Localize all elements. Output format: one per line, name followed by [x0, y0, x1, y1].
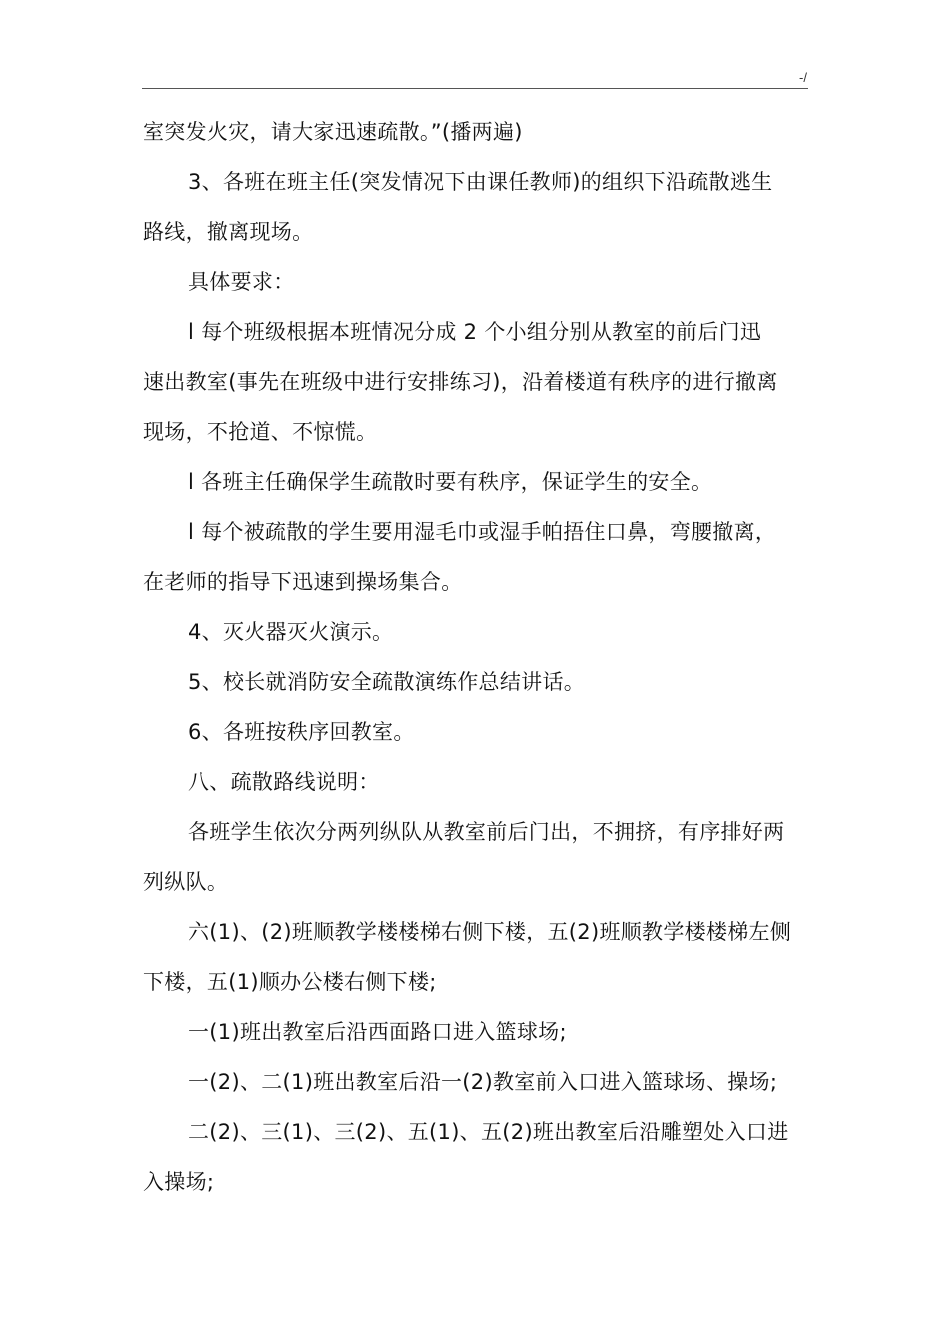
paragraph: [143, 157, 809, 257]
paragraph: [143, 707, 809, 757]
paragraph: [143, 1057, 809, 1107]
paragraph: [143, 1107, 809, 1207]
text-line: 4、灭火器灭火演示。: [188, 620, 394, 644]
paragraph: [143, 307, 809, 457]
text-line: l 每个班级根据本班情况分成 2 个小组分别从教室的前后门迅: [188, 320, 762, 344]
paragraph: [143, 657, 809, 707]
paragraph: [143, 257, 809, 307]
text-line: 各班学生依次分两列纵队从教室前后门出，不拥挤，有序排好两: [188, 820, 785, 844]
text-line: 速出教室(事先在班级中进行安排练习)，沿着楼道有秩序的进行撤离: [143, 370, 778, 394]
text-line: 在老师的指导下迅速到操场集合。: [143, 570, 463, 594]
paragraph: [143, 1007, 809, 1057]
text-line: l 各班主任确保学生疏散时要有秩序，保证学生的安全。: [188, 470, 713, 494]
text-line: 5、校长就消防安全疏散演练作总结讲话。: [188, 670, 586, 694]
header-rule: [142, 88, 808, 89]
paragraph: [143, 807, 809, 907]
paragraph: [143, 107, 809, 157]
page-header-mark: -/: [799, 70, 807, 85]
document-body: [143, 107, 809, 1207]
text-line: 室突发火灾，请大家迅速疏散。”(播两遍): [143, 120, 523, 144]
text-line: 二(2)、三(1)、三(2)、五(1)、五(2)班出教室后沿雕塑处入口进: [188, 1120, 789, 1144]
paragraph: [143, 757, 809, 807]
text-line: 八、疏散路线说明：: [188, 770, 380, 794]
text-line: 一(1)班出教室后沿西面路口进入篮球场;: [188, 1020, 567, 1044]
text-line: 3、各班在班主任(突发情况下由课任教师)的组织下沿疏散逃生: [188, 170, 773, 194]
text-line: 一(2)、二(1)班出教室后沿一(2)教室前入口进入篮球场、操场;: [188, 1070, 778, 1094]
text-line: 现场，不抢道、不惊慌。: [143, 420, 378, 444]
text-line: l 每个被疏散的学生要用湿毛巾或湿手帕捂住口鼻，弯腰撤离，: [188, 520, 777, 544]
paragraph: [143, 507, 809, 607]
text-line: 六(1)、(2)班顺教学楼楼梯右侧下楼，五(2)班顺教学楼楼梯左侧: [188, 920, 792, 944]
text-line: 入操场;: [143, 1170, 215, 1194]
text-line: 列纵队。: [143, 870, 229, 894]
paragraph: [143, 907, 809, 1007]
paragraph: [143, 457, 809, 507]
paragraph: [143, 607, 809, 657]
text-line: 6、各班按秩序回教室。: [188, 720, 415, 744]
text-line: 下楼，五(1)顺办公楼右侧下楼;: [143, 970, 437, 994]
text-line: 路线，撤离现场。: [143, 220, 314, 244]
text-line: 具体要求：: [188, 270, 295, 294]
